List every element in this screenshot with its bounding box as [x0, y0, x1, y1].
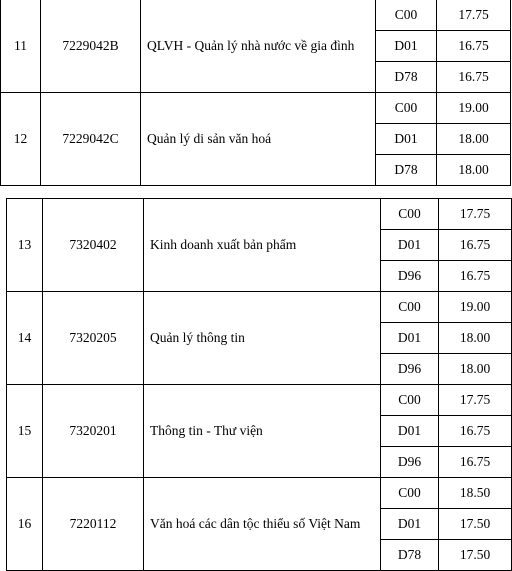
cutoff-score: 17.75: [439, 385, 512, 416]
cutoff-score: 18.00: [437, 155, 511, 186]
cutoff-score: 16.75: [439, 447, 512, 478]
program-code: 7320205: [43, 292, 144, 385]
table-row: [7, 292, 512, 323]
subject-block: C00: [381, 385, 439, 416]
admission-table-part-1: [0, 0, 511, 186]
cutoff-score: 18.00: [437, 124, 511, 155]
subject-block: D78: [381, 540, 439, 571]
subject-block: D96: [381, 447, 439, 478]
row-number: 13: [7, 199, 43, 292]
program-name: Quản lý thông tin: [144, 292, 381, 385]
cutoff-score: 19.00: [439, 292, 512, 323]
cutoff-score: 16.75: [439, 230, 512, 261]
subject-block: C00: [381, 292, 439, 323]
subject-block: C00: [376, 93, 437, 124]
subject-block: C00: [376, 0, 437, 31]
program-name: QLVH - Quản lý nhà nước về gia đình: [141, 0, 376, 93]
cutoff-score: 17.50: [439, 509, 512, 540]
table-body: [7, 199, 512, 571]
subject-block: D01: [381, 323, 439, 354]
cutoff-score: 18.00: [439, 323, 512, 354]
row-number: 16: [7, 478, 43, 571]
row-number: 11: [1, 0, 41, 93]
row-number: 15: [7, 385, 43, 478]
cutoff-score: 16.75: [437, 62, 511, 93]
admission-table-part-2: [6, 198, 512, 571]
subject-block: C00: [381, 478, 439, 509]
program-code: 7220112: [43, 478, 144, 571]
program-name: Kinh doanh xuất bản phẩm: [144, 199, 381, 292]
program-name: Quản lý di sản văn hoá: [141, 93, 376, 186]
cutoff-score: 17.75: [437, 0, 511, 31]
subject-block: D01: [376, 31, 437, 62]
subject-block: D01: [381, 509, 439, 540]
program-code: 7320201: [43, 385, 144, 478]
program-code: 7229042C: [41, 93, 141, 186]
subject-block: D01: [376, 124, 437, 155]
cutoff-score: 16.75: [437, 31, 511, 62]
cutoff-score: 19.00: [437, 93, 511, 124]
cutoff-score: 17.75: [439, 199, 512, 230]
subject-block: D01: [381, 416, 439, 447]
program-name: Văn hoá các dân tộc thiểu số Việt Nam: [144, 478, 381, 571]
subject-block: C00: [381, 199, 439, 230]
subject-block: D78: [376, 62, 437, 93]
subject-block: D96: [381, 354, 439, 385]
table-row: [7, 385, 512, 416]
cutoff-score: 16.75: [439, 416, 512, 447]
row-number: 12: [1, 93, 41, 186]
cutoff-score: 17.50: [439, 540, 512, 571]
table-row: [7, 478, 512, 509]
program-name: Thông tin - Thư viện: [144, 385, 381, 478]
table-body: [1, 0, 511, 186]
subject-block: D01: [381, 230, 439, 261]
cutoff-score: 18.50: [439, 478, 512, 509]
row-number: 14: [7, 292, 43, 385]
program-code: 7229042B: [41, 0, 141, 93]
cutoff-score: 18.00: [439, 354, 512, 385]
table-row: [1, 0, 511, 31]
table-row: [7, 199, 512, 230]
program-code: 7320402: [43, 199, 144, 292]
table-row: [1, 93, 511, 124]
cutoff-score: 16.75: [439, 261, 512, 292]
subject-block: D96: [381, 261, 439, 292]
subject-block: D78: [376, 155, 437, 186]
